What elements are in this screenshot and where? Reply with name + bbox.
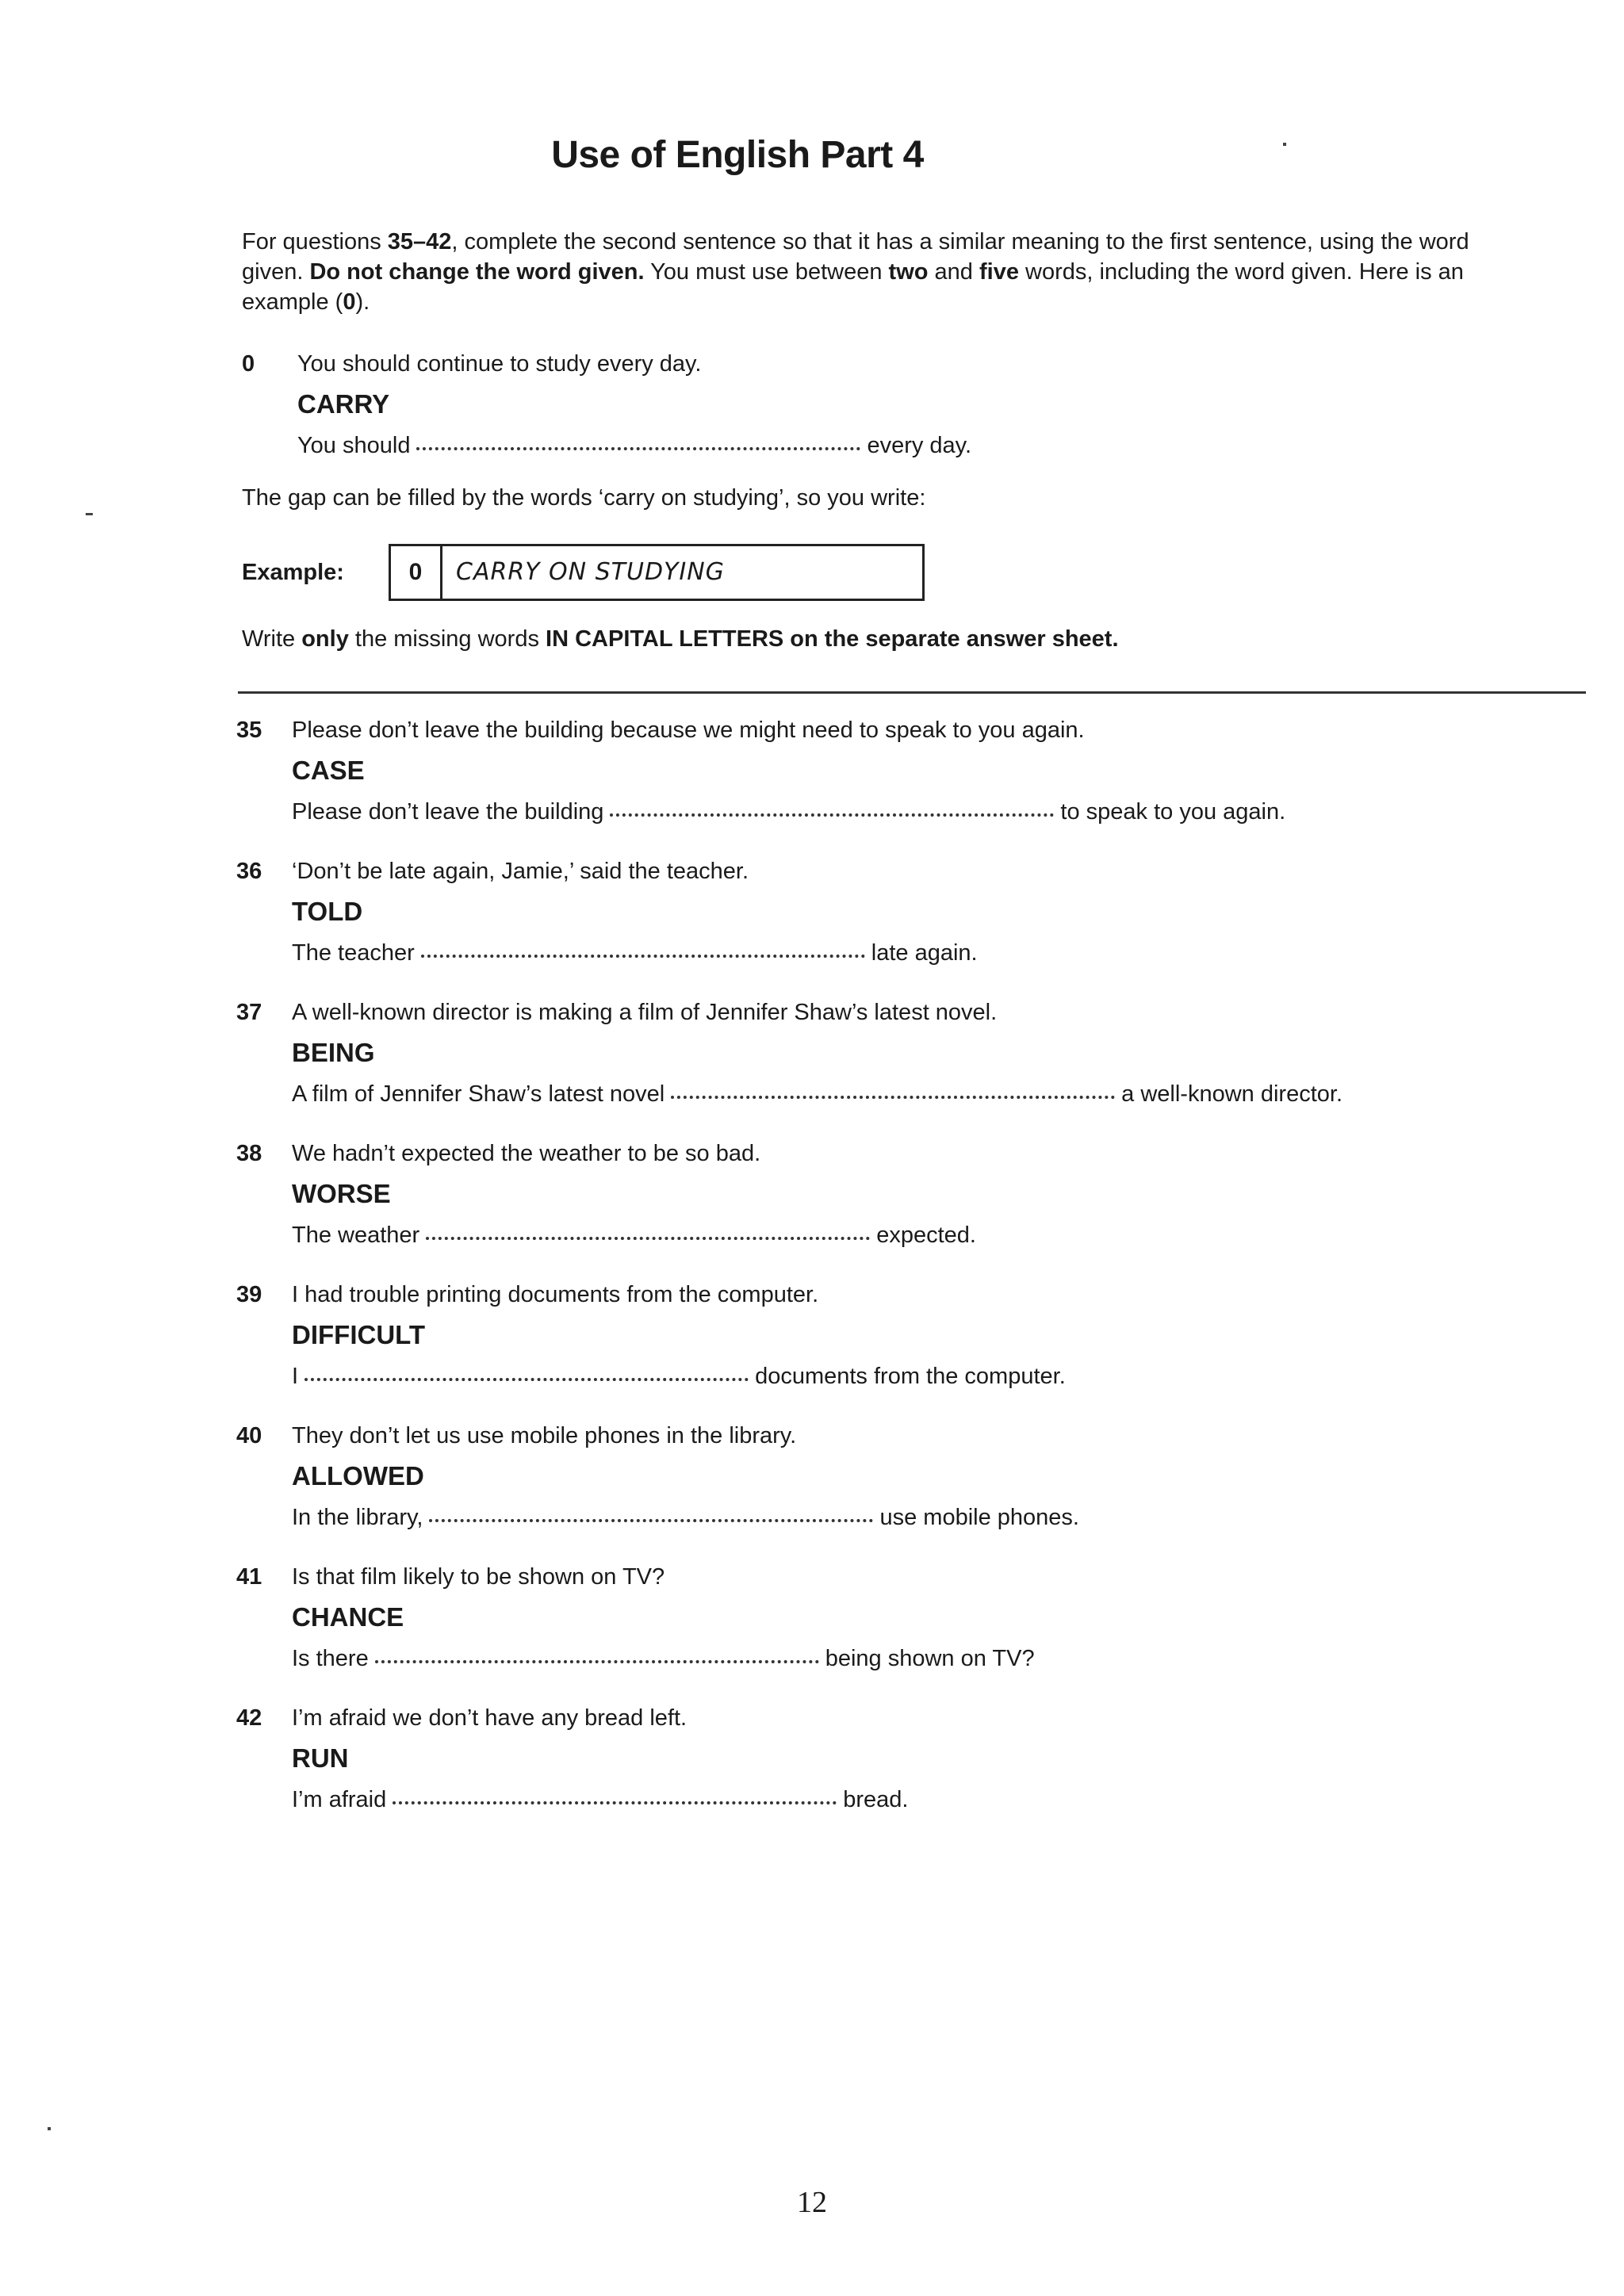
answer-gap	[416, 442, 860, 450]
question-keyword: WORSE	[292, 1179, 391, 1208]
example-box-answer: CARRY ON STUDYING	[456, 558, 725, 586]
scan-speck	[86, 513, 93, 515]
question-number: 37	[236, 1000, 262, 1025]
before-gap: Is there	[292, 1646, 369, 1671]
scan-speck	[1283, 143, 1286, 146]
example-number: 0	[242, 351, 255, 377]
question-36	[236, 851, 1584, 993]
instructions-emphasis: 0	[343, 289, 356, 315]
answer-gap[interactable]	[393, 1797, 837, 1804]
answer-line	[236, 1073, 1584, 1115]
answer-gap[interactable]	[429, 1514, 873, 1522]
write-only-emphasis: only	[301, 626, 349, 652]
question-39	[236, 1275, 1584, 1416]
example-keyword: CARRY	[297, 389, 390, 419]
answer-gap[interactable]	[426, 1232, 870, 1240]
write-only-instruction	[242, 626, 1119, 652]
before-gap: Please don’t leave the building	[292, 799, 604, 825]
question-41	[236, 1557, 1584, 1698]
instructions-text: You must use between	[644, 259, 889, 285]
answer-line	[236, 1497, 1584, 1538]
instructions-text: and	[928, 259, 979, 285]
question-sentence: Please don’t leave the building because we might need to speak to you again.	[292, 718, 1085, 743]
example-answer-box	[389, 544, 925, 601]
question-35	[236, 710, 1584, 851]
page-title: Use of English Part 4	[551, 134, 924, 176]
before-gap: The teacher	[292, 940, 415, 966]
after-gap: use mobile phones.	[879, 1505, 1079, 1530]
question-keyword: RUN	[292, 1743, 349, 1773]
question-range: 35–42	[387, 229, 452, 254]
instructions-emphasis: five	[979, 259, 1019, 285]
question-sentence: I had trouble printing documents from the computer.	[292, 1282, 819, 1307]
divider	[238, 691, 1586, 694]
question-number: 36	[236, 859, 262, 884]
question-sentence: Is that film likely to be shown on TV?	[292, 1564, 665, 1590]
answer-line	[236, 932, 1584, 974]
question-37	[236, 993, 1584, 1134]
question-number: 38	[236, 1141, 262, 1166]
example-label: Example:	[242, 560, 344, 585]
before-gap: In the library,	[292, 1505, 423, 1530]
before-gap: A film of Jennifer Shaw’s latest novel	[292, 1081, 665, 1107]
page-number: 12	[797, 2186, 827, 2219]
instructions-emphasis: two	[888, 259, 929, 285]
instructions-text: ).	[355, 289, 370, 315]
question-40	[236, 1416, 1584, 1557]
question-sentence: We hadn’t expected the weather to be so bad.	[292, 1141, 761, 1166]
answer-gap[interactable]	[671, 1091, 1115, 1099]
question-sentence: I’m afraid we don’t have any bread left.	[292, 1705, 688, 1731]
answer-gap[interactable]	[375, 1655, 819, 1663]
after-gap: bread.	[843, 1787, 909, 1812]
before-gap: I	[292, 1364, 299, 1389]
answer-line	[236, 1356, 1584, 1397]
instructions-text: , complete the second sentence so that it has a similar meaning to the first sentence, using the word given.	[242, 229, 1469, 285]
question-sentence: A well-known director is making a film of Jennifer Shaw’s latest novel.	[292, 1000, 998, 1025]
example-sentence: You should continue to study every day.	[297, 351, 702, 377]
question-number: 39	[236, 1282, 262, 1307]
answer-gap[interactable]	[421, 950, 865, 958]
question-keyword: CASE	[292, 756, 365, 785]
answer-line	[236, 1638, 1584, 1679]
example-after-gap: every day.	[867, 433, 972, 458]
answer-gap[interactable]	[610, 809, 1054, 817]
instructions-emphasis: Do not change the word given.	[309, 259, 645, 285]
after-gap: expected.	[876, 1223, 976, 1248]
answer-line	[236, 1779, 1584, 1820]
question-38	[236, 1134, 1584, 1275]
question-keyword: DIFFICULT	[292, 1320, 426, 1349]
example-before-gap: You should	[297, 433, 411, 458]
instructions	[242, 227, 1479, 317]
question-keyword: BEING	[292, 1038, 375, 1067]
example-answer-line	[242, 425, 1431, 466]
question-keyword: TOLD	[292, 897, 363, 926]
write-only-emphasis: IN CAPITAL LETTERS on the separate answer sheet.	[546, 626, 1119, 652]
scan-speck	[48, 2127, 51, 2130]
answer-line	[236, 791, 1584, 832]
question-number: 35	[236, 718, 262, 743]
after-gap: being shown on TV?	[825, 1646, 1035, 1671]
question-sentence: They don’t let us use mobile phones in the library.	[292, 1423, 797, 1448]
example-question	[242, 344, 1431, 466]
question-42	[236, 1698, 1584, 1839]
question-keyword: ALLOWED	[292, 1461, 424, 1490]
after-gap: documents from the computer.	[755, 1364, 1066, 1389]
instructions-text: For questions	[242, 229, 388, 254]
write-only-text: the missing words	[348, 626, 546, 652]
before-gap: The weather	[292, 1223, 420, 1248]
question-sentence: ‘Don’t be late again, Jamie,’ said the teacher.	[292, 859, 749, 884]
after-gap: late again.	[871, 940, 978, 966]
question-number: 42	[236, 1705, 262, 1731]
after-gap: to speak to you again.	[1060, 799, 1286, 825]
question-number: 41	[236, 1564, 262, 1590]
gap-note: The gap can be filled by the words ‘carry on studying’, so you write:	[242, 485, 926, 511]
before-gap: I’m afraid	[292, 1787, 387, 1812]
answer-line	[236, 1215, 1584, 1256]
question-number: 40	[236, 1423, 262, 1448]
write-only-text: Write	[242, 626, 302, 652]
answer-gap[interactable]	[304, 1373, 749, 1381]
question-keyword: CHANCE	[292, 1602, 404, 1632]
instructions-text: words, including the word given. Here is an example (	[242, 259, 1464, 315]
after-gap: a well-known director.	[1121, 1081, 1342, 1107]
example-box-number: 0	[391, 546, 442, 599]
question-list	[236, 710, 1584, 1839]
